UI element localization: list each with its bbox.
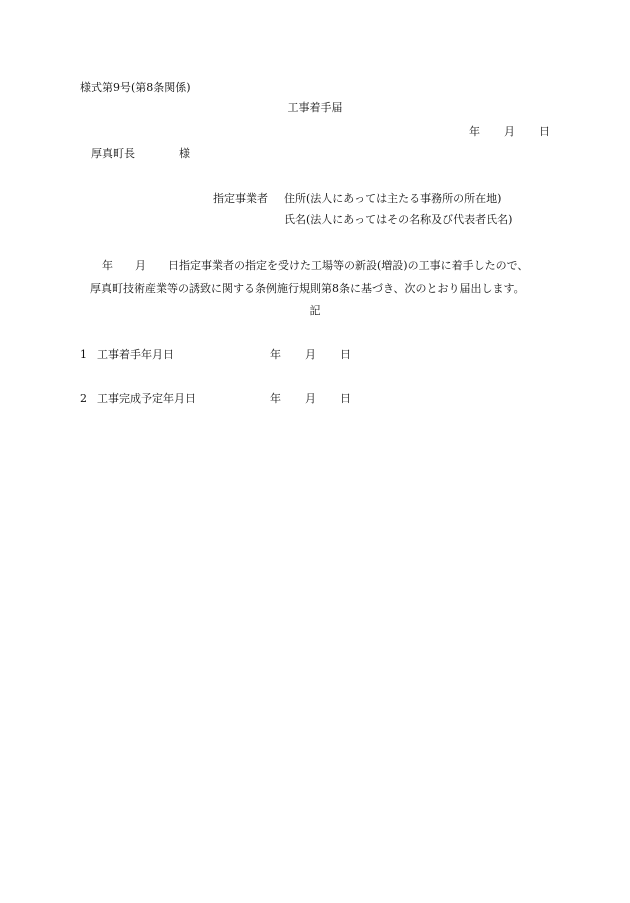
addressee bbox=[91, 148, 190, 159]
addressee-name: 厚真町長 bbox=[91, 147, 135, 160]
item-date bbox=[270, 393, 375, 404]
applicant-label: 指定事業者 bbox=[213, 192, 268, 205]
item-number: 1 bbox=[80, 348, 87, 361]
item-year: 年 bbox=[270, 348, 281, 361]
list-item bbox=[80, 393, 196, 404]
addressee-honorific: 様 bbox=[179, 147, 190, 160]
body-line-2: 厚真町技術産業等の誘致に関する条例施行規則第8条に基づき、次のとおり届出します。 bbox=[90, 282, 525, 295]
item-year: 年 bbox=[270, 392, 281, 405]
ki-heading: 記 bbox=[309, 304, 321, 317]
submission-date bbox=[445, 126, 550, 137]
item-day: 日 bbox=[340, 348, 351, 361]
body-month: 月 bbox=[135, 259, 146, 272]
item-label: 工事着手年月日 bbox=[97, 348, 174, 361]
body-year: 年 bbox=[102, 259, 113, 272]
applicant-name-label: 氏名(法人にあってはその名称及び代表者氏名) bbox=[284, 213, 513, 226]
body-line-1-rest: 日指定事業者の指定を受けた工場等の新設(増設)の工事に着手したので、 bbox=[168, 259, 529, 272]
list-item bbox=[80, 349, 174, 360]
date-month: 月 bbox=[504, 125, 515, 138]
applicant-address-label: 住所(法人にあっては主たる事務所の所在地) bbox=[284, 192, 502, 205]
form-number: 様式第9号(第8条関係) bbox=[80, 81, 191, 94]
item-day: 日 bbox=[340, 392, 351, 405]
date-year: 年 bbox=[469, 125, 480, 138]
item-month: 月 bbox=[305, 392, 316, 405]
date-day: 日 bbox=[539, 125, 550, 138]
item-month: 月 bbox=[305, 348, 316, 361]
body-line-1 bbox=[102, 260, 528, 271]
document-title: 工事着手届 bbox=[287, 101, 343, 114]
item-date bbox=[270, 349, 375, 360]
item-label: 工事完成予定年月日 bbox=[97, 392, 196, 405]
item-number: 2 bbox=[80, 392, 87, 405]
